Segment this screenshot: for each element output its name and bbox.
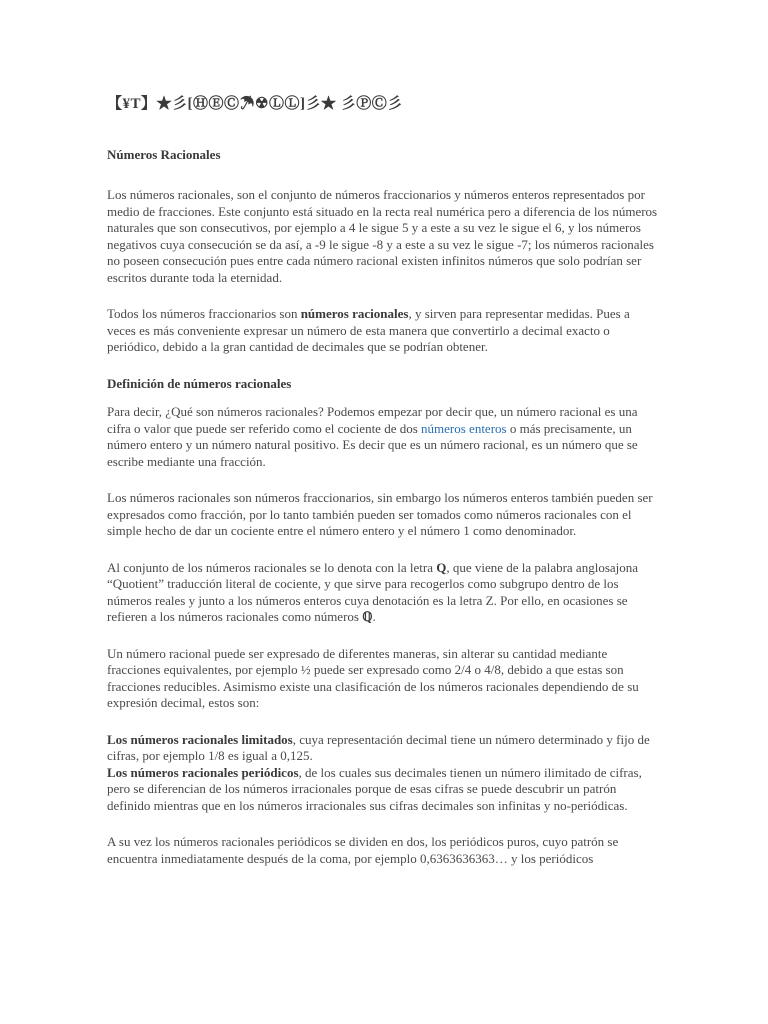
text-span: , de los cuales sus decimales tienen un número ilimitado de cifras, pero se diferencian de los números irracionales porque de esas cifras se puede descubrir un patrón definido mientras que en los números irracionales sus cifras decimales son infinitas y no-periódicas. xyxy=(107,764,642,813)
paragraph-periodic-types: A su vez los números racionales periódicos se dividen en dos, los periódicos puros, cuyo patrón se encuentra inmediatamente después de la coma, por ejemplo 0,6363636363… y los periódicos xyxy=(107,834,619,866)
text-span: Al conjunto de los números racionales se lo denota con la letra xyxy=(107,559,437,575)
bold-term: Los números racionales periódicos xyxy=(107,764,299,780)
bold-term: números racionales xyxy=(300,306,409,321)
text-span: , que viene de la palabra anglosajona “Quotient” traducción literal de cociente, y que sirve para recogerlos como subgrupo dentro de los números reales y junto a los números enteros cuya denotación es la letra Z. Por ello, en ocasiones se refieren a los números racionales como números xyxy=(107,559,639,624)
text-span: , y sirven para representar medidas. Pues a veces es más conveniente expresar un número de esta manera que convertirlo a decimal exacto o periódico, debido a la gran cantidad de decimales que se podrían obtener. xyxy=(107,306,630,354)
decorative-header: 【¥T】★彡[ⒽⒺⒸ☂☢ⓁⓁ]彡★ 彡ⓅⒸ彡 xyxy=(107,96,403,112)
page-title: Números Racionales xyxy=(107,146,221,162)
symbol-q: Q xyxy=(436,559,447,575)
document-content xyxy=(107,96,659,887)
symbol-q-blackboard: ℚ xyxy=(362,609,373,624)
bold-term: Los números racionales limitados xyxy=(107,731,293,747)
paragraph-fractions xyxy=(107,306,659,356)
paragraph-periodic xyxy=(107,765,659,815)
paragraph-definition xyxy=(107,404,659,470)
text-span: Todos los números fraccionarios son xyxy=(107,306,301,321)
paragraph-notation xyxy=(107,560,659,626)
paragraph-expression: Un número racional puede ser expresado de diferentes maneras, sin alterar su cantidad mediante fracciones equivalentes, por ejemplo ½ puede ser expresado como 2/4 o 4/8, debido a que estas son fracciones reducibles. Asimismo existe una clasificación de los números racionales dependiendo de su expresión decimal, estos son: xyxy=(107,645,639,710)
paragraph-intro: Los números racionales, son el conjunto de números fraccionarios y números enteros representados por medio de fracciones. Este conjunto está situado en la recta real numérica pero a diferencia de los números naturales que son consecutivos, por ejemplo a 4 le sigue 5 y a este a su vez le sigue el 6, y los números negativos cuya consecución se da así, a -9 le sigue -8 y a este a su vez le sigue -7; los números racionales no poseen consecución pues entre cada número racional existen infinitos números que solo podrían ser escritos durante toda la eternidad. xyxy=(107,187,658,285)
section-heading-definition: Definición de números racionales xyxy=(107,375,292,391)
text-span: Para decir, ¿Qué son números racionales? Podemos empezar por decir que, un número racional es una cifra o valor que puede ser referido como el cociente de dos xyxy=(107,404,638,436)
text-span: . xyxy=(372,609,376,624)
paragraph-integers: Los números racionales son números fraccionarios, sin embargo los números enteros también pueden ser expresados como fracción, por lo tanto también pueden ser tomados como números racionales con el simple hecho de dar un cociente entre el número entero y el número 1 como denominador. xyxy=(107,490,653,538)
text-span: o más precisamente, un número entero y un número natural positivo. Es decir que es un número racional, es un número que se escribe mediante una fracción. xyxy=(107,420,638,469)
text-span: , cuya representación decimal tiene un número determinado y fijo de cifras, por ejemplo 1/8 es igual a 0,125. xyxy=(107,731,650,763)
link-numeros-enteros[interactable]: números enteros xyxy=(421,420,507,436)
paragraph-limited xyxy=(107,732,659,765)
